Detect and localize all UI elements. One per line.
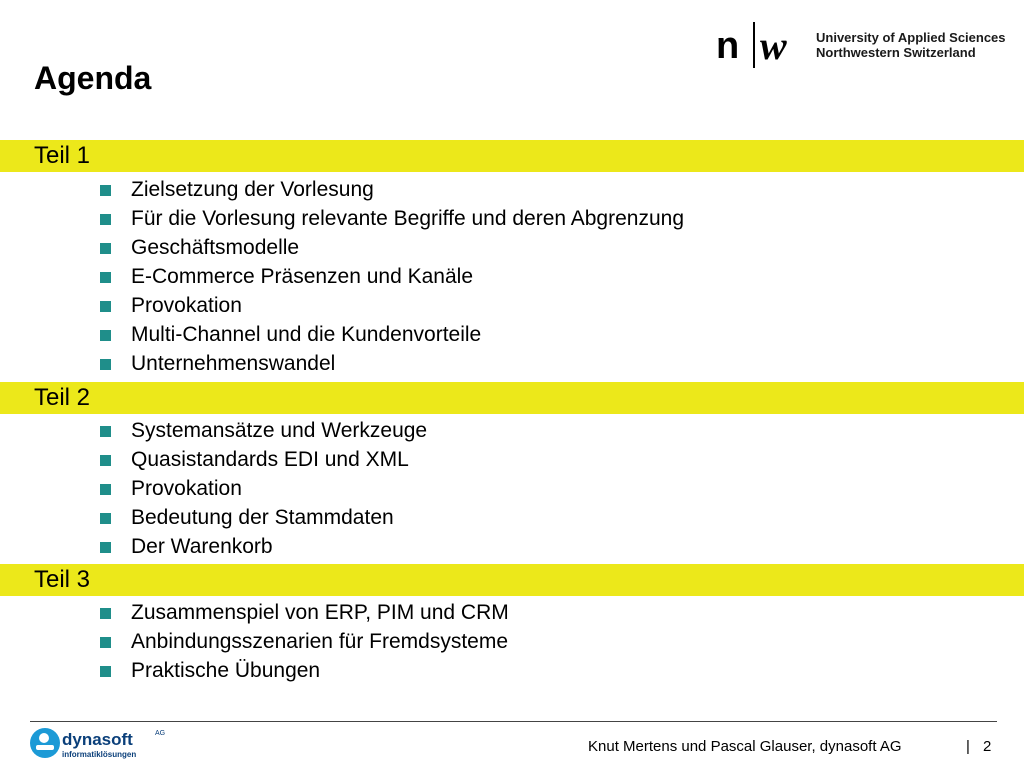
- list-item: Zielsetzung der Vorlesung: [100, 175, 684, 204]
- slide-title: Agenda: [34, 60, 152, 96]
- section-1-list: [100, 175, 684, 378]
- institution-line-2: Northwestern Switzerland: [816, 45, 976, 60]
- list-item: Für die Vorlesung relevante Begriffe und deren Abgrenzung: [100, 204, 684, 233]
- bullet-square-icon: [100, 243, 111, 254]
- bullet-square-icon: [100, 455, 111, 466]
- section-heading-3: Teil 3: [34, 566, 91, 593]
- list-item: Systemansätze und Werkzeuge: [100, 416, 427, 445]
- list-item: Provokation: [100, 291, 684, 320]
- bullet-square-icon: [100, 185, 111, 196]
- bullet-square-icon: [100, 637, 111, 648]
- bullet-square-icon: [100, 608, 111, 619]
- bullet-square-icon: [100, 214, 111, 225]
- dynasoft-wordmark: dynasoft: [62, 730, 133, 749]
- section-band-1: [0, 140, 1024, 172]
- bullet-square-icon: [100, 542, 111, 553]
- dynasoft-figure-icon: [30, 728, 60, 758]
- logo-divider: [753, 22, 755, 68]
- footer-rule: [30, 721, 997, 722]
- list-item: Bedeutung der Stammdaten: [100, 503, 427, 532]
- dynasoft-logo: [30, 728, 170, 764]
- fhnw-logo: [716, 22, 1006, 72]
- page-number: 2: [983, 738, 992, 755]
- bullet-square-icon: [100, 330, 111, 341]
- footer-separator: |: [966, 738, 970, 755]
- dynasoft-ag: AG: [155, 730, 166, 737]
- bullet-square-icon: [100, 484, 111, 495]
- list-item: Der Warenkorb: [100, 532, 427, 561]
- footer-authors: Knut Mertens und Pascal Glauser, dynasoft AG: [588, 738, 902, 755]
- bullet-square-icon: [100, 272, 111, 283]
- logo-n: n: [716, 25, 740, 67]
- section-band-3: [0, 564, 1024, 596]
- bullet-square-icon: [100, 513, 111, 524]
- list-item: Anbindungsszenarien für Fremdsysteme: [100, 627, 509, 656]
- list-item: Praktische Übungen: [100, 656, 509, 685]
- list-item: E-Commerce Präsenzen und Kanäle: [100, 262, 684, 291]
- bullet-square-icon: [100, 301, 111, 312]
- list-item: Provokation: [100, 474, 427, 503]
- section-3-list: [100, 598, 509, 685]
- list-item: Geschäftsmodelle: [100, 233, 684, 262]
- bullet-square-icon: [100, 426, 111, 437]
- institution-line-1: University of Applied Sciences: [816, 30, 1006, 45]
- section-2-list: [100, 416, 427, 561]
- list-item: Unternehmenswandel: [100, 349, 684, 378]
- list-item: Multi-Channel und die Kundenvorteile: [100, 320, 684, 349]
- section-heading-2: Teil 2: [34, 384, 91, 411]
- logo-w: w: [760, 23, 787, 68]
- list-item: Zusammenspiel von ERP, PIM und CRM: [100, 598, 509, 627]
- bullet-square-icon: [100, 666, 111, 677]
- section-heading-1: Teil 1: [34, 142, 91, 169]
- dynasoft-tagline: informatiklösungen: [62, 750, 137, 759]
- section-band-2: [0, 382, 1024, 414]
- list-item: Quasistandards EDI und XML: [100, 445, 427, 474]
- bullet-square-icon: [100, 359, 111, 370]
- institution-name: [816, 30, 1006, 60]
